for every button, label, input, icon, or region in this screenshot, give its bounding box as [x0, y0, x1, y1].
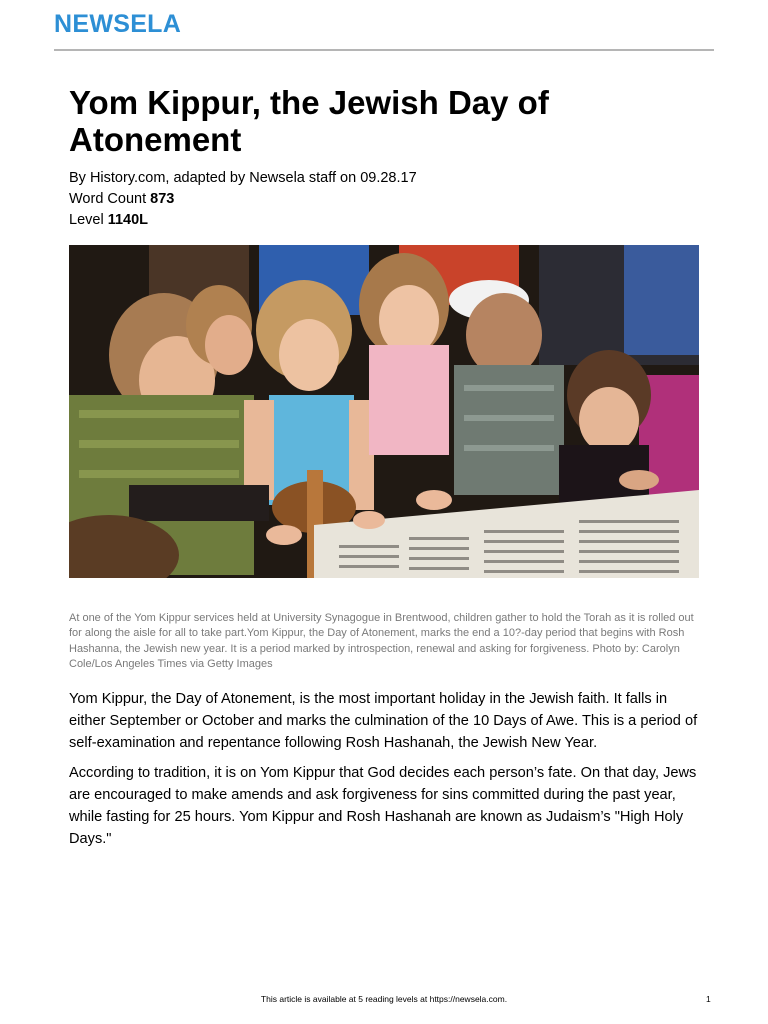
word-count — [69, 189, 699, 210]
article-title: Yom Kippur, the Jewish Day of Atonement — [69, 84, 549, 158]
word-count-label: Word Count — [69, 191, 147, 207]
reading-level-value: 1140L — [107, 212, 149, 228]
header-divider — [54, 49, 714, 51]
word-count-value: 873 — [150, 191, 175, 207]
photo-caption: At one of the Yom Kippur services held at University Synagogue in Brentwood, children gather to hold the Torah as it is rolled out for along the aisle for all to take part.Yom Kippur, the Day of Atonement, marks the end a 10?-day period that begins with Rosh Hashanna, the Jewish new year. It is a period marked by introspection, renewal and asking for forgiveness. Photo by: Carolyn Cole/Los Angeles Times via Getty Images — [69, 612, 694, 670]
paragraph: Yom Kippur, the Day of Atonement, is the most important holiday in the Jewish faith. It falls in either September or October and marks the culmination of the 10 Days of Awe. This is a period of self-examination and repentance following Rosh Hashanah, the Jewish New Year. — [69, 691, 698, 751]
reading-level — [69, 210, 699, 231]
footer-note: This article is available at 5 reading levels at https://newsela.com. — [260, 994, 508, 1004]
paragraph: According to tradition, it is on Yom Kippur that God decides each person’s fate. On that day, Jews are encouraged to make amends and ask forgiveness for sins committed during the past year, while fasting for 25 hours. Yom Kippur and Rosh Hashanah are known as Judaism’s "High Holy Days." — [69, 765, 697, 847]
newsela-logo[interactable]: NEWSELA — [54, 10, 182, 38]
page-number: 1 — [706, 994, 711, 1004]
article-meta — [69, 168, 699, 231]
byline: By History.com, adapted by Newsela staff on 09.28.17 — [69, 170, 417, 186]
reading-level-label: Level — [69, 212, 104, 228]
article-body — [69, 689, 704, 860]
photo-illustration — [69, 245, 699, 578]
article-photo — [69, 245, 699, 578]
